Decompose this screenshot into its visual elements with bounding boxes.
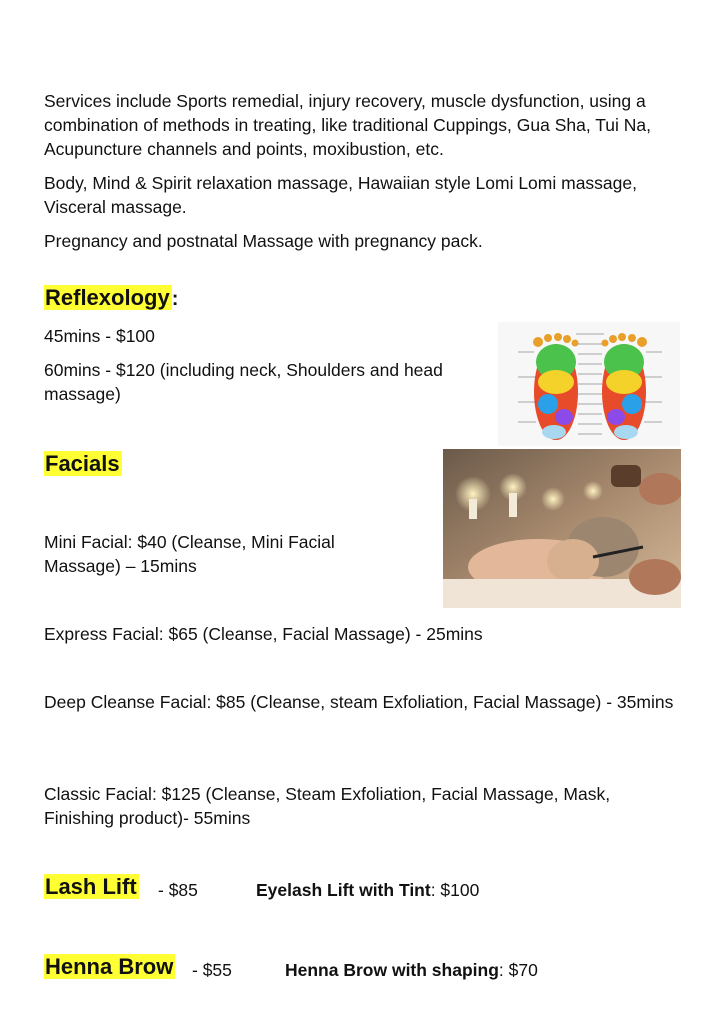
- henna-brow-heading-text: Henna Brow: [45, 954, 174, 979]
- reflexology-heading-text: Reflexology: [45, 285, 170, 310]
- eyelash-tint-price: : $100: [430, 880, 480, 900]
- lash-lift-heading-text: Lash Lift: [45, 874, 137, 899]
- facial-photo-icon: [443, 449, 681, 608]
- intro-paragraph-2: Body, Mind & Spirit relaxation massage, Hawaiian style Lomi Lomi massage, Visceral massage.: [44, 173, 637, 217]
- henna-brow-heading: [44, 953, 175, 981]
- facials-heading: [44, 450, 122, 478]
- facial-express: Express Facial: $65 (Cleanse, Facial Massage) - 25mins: [44, 624, 483, 644]
- henna-shaping-price: : $70: [498, 960, 538, 980]
- henna-brow-price: - $55: [192, 960, 232, 980]
- reflexology-item-45: 45mins - $100: [44, 326, 155, 346]
- facial-deep-cleanse: Deep Cleanse Facial: $85 (Cleanse, steam Exfoliation, Facial Massage) - 35mins: [44, 692, 674, 712]
- eyelash-tint-label: Eyelash Lift with Tint: [256, 880, 431, 900]
- lash-lift-price: - $85: [158, 880, 198, 900]
- eyelash-tint-line: [256, 878, 479, 902]
- reflexology-item-60: 60mins - $120 (including neck, Shoulders and head massage): [44, 360, 443, 404]
- foot-chart-icon: [498, 322, 680, 446]
- reflexology-foot-chart-image: [498, 322, 680, 446]
- reflexology-colon: :: [171, 288, 179, 310]
- henna-shaping-line: [285, 958, 538, 982]
- facial-mini: Mini Facial: $40 (Cleanse, Mini Facial Massage) – 15mins: [44, 532, 335, 576]
- facials-heading-text: Facials: [45, 451, 120, 476]
- intro-paragraph-1: Services include Sports remedial, injury recovery, muscle dysfunction, using a combination of methods in treating, like traditional Cuppings, Gua Sha, Tui Na, Acupuncture channels and points, moxibustion, etc.: [44, 91, 652, 159]
- facial-classic: Classic Facial: $125 (Cleanse, Steam Exfoliation, Facial Massage, Mask, Finishing product)- 55mins: [44, 784, 611, 828]
- lash-lift-heading: [44, 873, 139, 901]
- henna-shaping-label: Henna Brow with shaping: [285, 960, 499, 980]
- reflexology-heading: [44, 284, 178, 313]
- facial-treatment-photo: [443, 449, 681, 608]
- intro-paragraph-3: Pregnancy and postnatal Massage with pregnancy pack.: [44, 231, 483, 251]
